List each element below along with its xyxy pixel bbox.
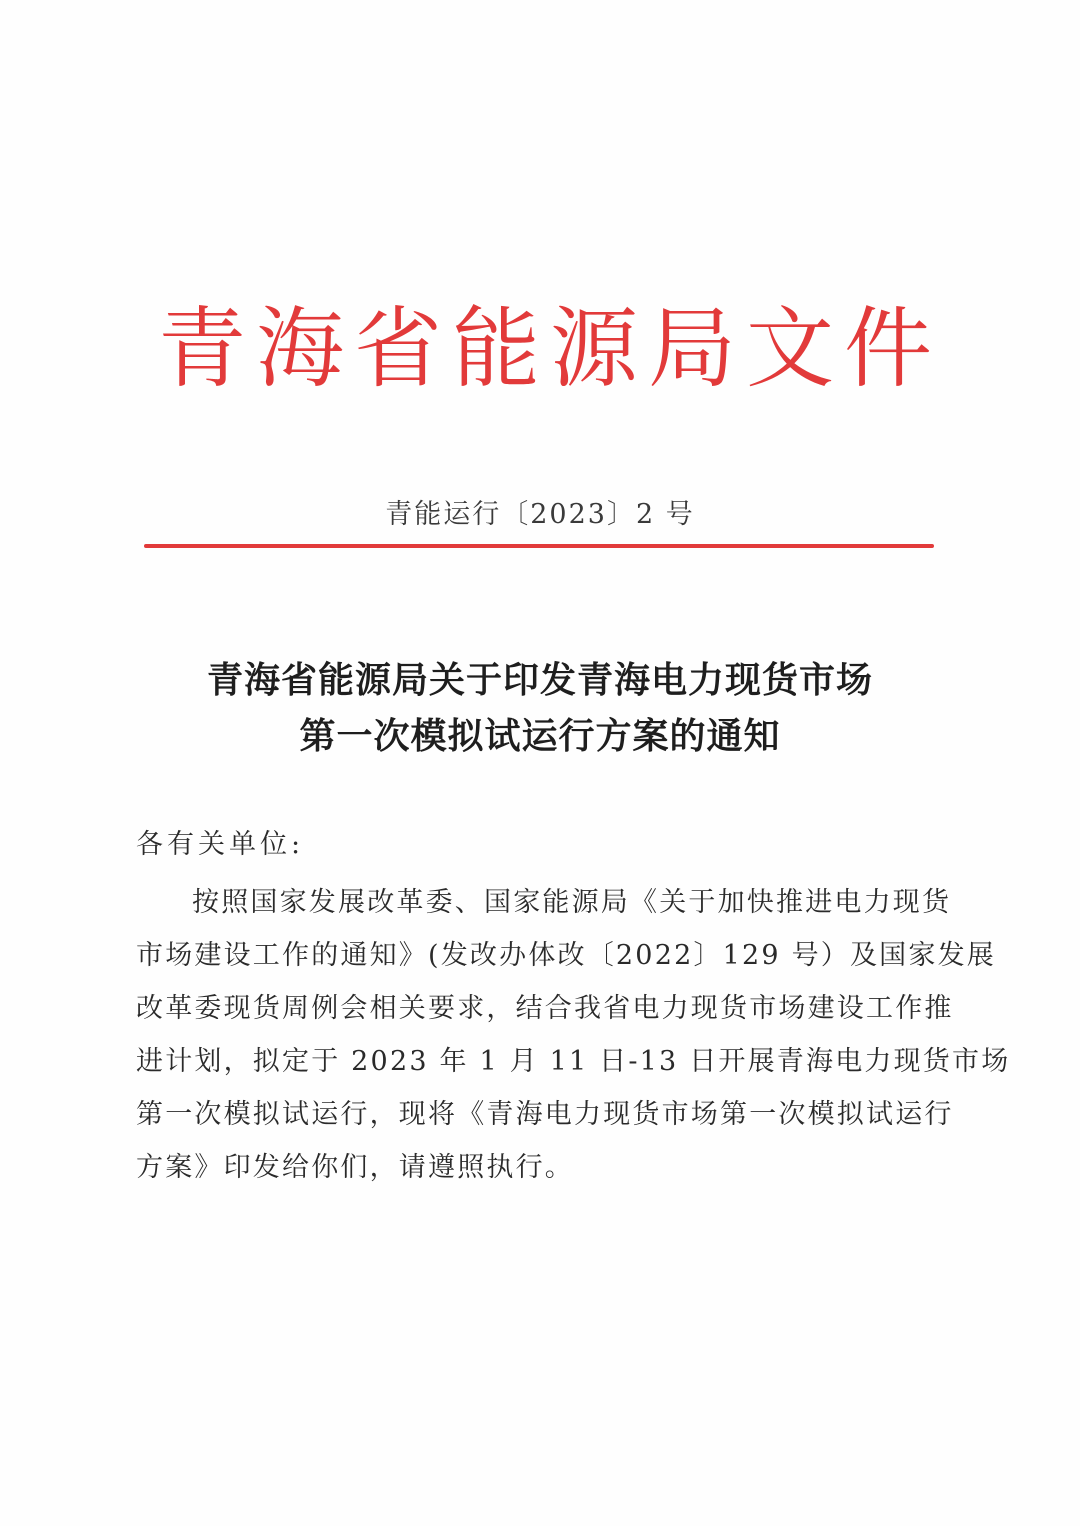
red-divider-line [144, 544, 934, 548]
paragraph-line: 按照国家发展改革委、国家能源局《关于加快推进电力现货 [192, 887, 952, 918]
paragraph-line: 方案》印发给你们，请遵照执行。 [136, 1152, 574, 1183]
paragraph-line: 改革委现货周例会相关要求，结合我省电力现货市场建设工作推 [136, 993, 954, 1024]
paragraph-line: 市场建设工作的通知》(发改办体改〔2022〕129 号）及国家发展 [136, 940, 996, 971]
issuer-header-title: 青海省能源局文件 [157, 297, 942, 400]
document-number: 青能运行〔2023〕2 号 [385, 499, 695, 530]
notice-title-line-2: 第一次模拟试运行方案的通知 [299, 715, 781, 757]
paragraph-line: 进计划，拟定于 2023 年 1 月 11 日-13 日开展青海电力现货市场 [136, 1046, 1011, 1077]
notice-title-line-1: 青海省能源局关于印发青海电力现货市场 [206, 659, 873, 701]
paragraph-line: 第一次模拟试运行，现将《青海电力现货市场第一次模拟试运行 [136, 1099, 954, 1130]
salutation: 各有关单位: [136, 829, 305, 860]
